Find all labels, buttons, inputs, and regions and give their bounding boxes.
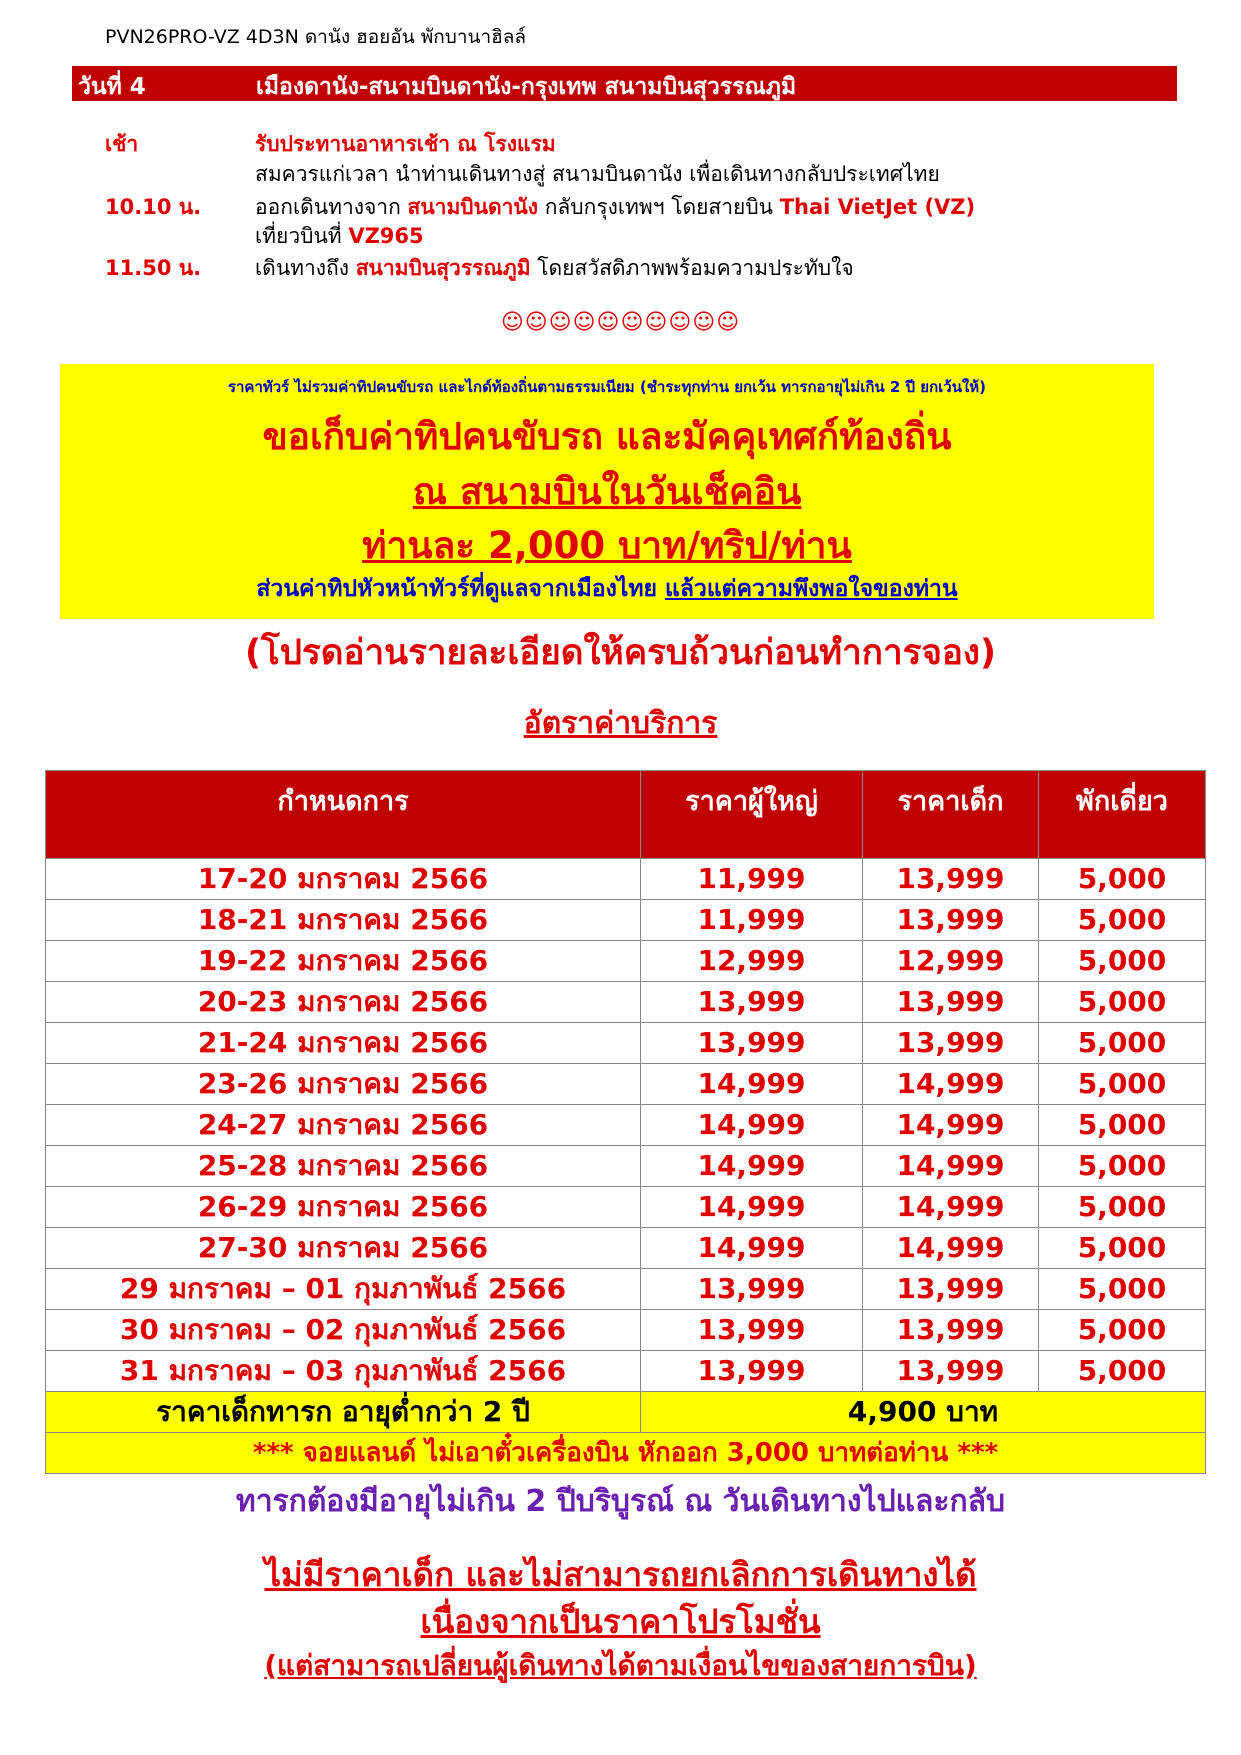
row-single-supplement: 5,000 <box>1039 1310 1206 1351</box>
row-schedule: 18-21 มกราคม 2566 <box>46 900 641 941</box>
rate-table-header <box>46 771 1206 859</box>
arrival-line <box>255 253 854 283</box>
header-adult-price: ราคาผู้ใหญ่ <box>641 771 863 859</box>
row-child-price: 13,999 <box>863 1310 1039 1351</box>
departure-text-2: กลับกรุงเทพฯ โดยสายบิน <box>538 195 780 219</box>
breakfast-detail: สมควรแก่เวลา นำท่านเดินทางสู่ สนามบินดานัง เพื่อเดินทางกลับประเทศไทย <box>255 162 940 186</box>
row-single-supplement: 5,000 <box>1039 1105 1206 1146</box>
row-schedule: 26-29 มกราคม 2566 <box>46 1187 641 1228</box>
flight-label: เที่ยวบินที่ <box>255 224 349 248</box>
row-schedule: 31 มกราคม – 03 กุมภาพันธ์ 2566 <box>46 1351 641 1392</box>
table-row <box>46 1351 1206 1392</box>
row-adult-price: 14,999 <box>641 1146 863 1187</box>
table-row <box>46 1023 1206 1064</box>
promo-note-2: เนื่องจากเป็นราคาโปรโมชั่น <box>420 1602 821 1641</box>
row-single-supplement: 5,000 <box>1039 1228 1206 1269</box>
row-child-price: 14,999 <box>863 1187 1039 1228</box>
row-single-supplement: 5,000 <box>1039 900 1206 941</box>
row-child-price: 14,999 <box>863 1064 1039 1105</box>
row-adult-price: 13,999 <box>641 1310 863 1351</box>
row-child-price: 14,999 <box>863 1146 1039 1187</box>
row-schedule: 27-30 มกราคม 2566 <box>46 1228 641 1269</box>
infant-price-row <box>46 1392 1206 1433</box>
arrival-text-2: โดยสวัสดิภาพพร้อมความประทับใจ <box>530 256 854 280</box>
row-schedule: 21-24 มกราคม 2566 <box>46 1023 641 1064</box>
infant-price-label: ราคาเด็กทารก อายุต่ำกว่า 2 ปี <box>46 1392 641 1433</box>
infant-age-note: ทารกต้องมีอายุไม่เกิน 2 ปีบริบูรณ์ ณ วันเดินทางไปและกลับ <box>235 1484 1006 1519</box>
table-row <box>46 1064 1206 1105</box>
table-row <box>46 1269 1206 1310</box>
row-adult-price: 14,999 <box>641 1187 863 1228</box>
table-row <box>46 982 1206 1023</box>
tip-notice-leader <box>60 571 1154 607</box>
breakfast-title: รับประทานอาหารเช้า ณ โรงแรม <box>255 132 556 156</box>
row-child-price: 14,999 <box>863 1105 1039 1146</box>
flight-line <box>255 221 424 251</box>
tip-notice-box <box>60 364 1154 619</box>
row-single-supplement: 5,000 <box>1039 1351 1206 1392</box>
row-schedule: 20-23 มกราคม 2566 <box>46 982 641 1023</box>
table-row <box>46 900 1206 941</box>
row-schedule: 29 มกราคม – 01 กุมภาพันธ์ 2566 <box>46 1269 641 1310</box>
row-schedule: 17-20 มกราคม 2566 <box>46 859 641 900</box>
promo-note-1: ไม่มีราคาเด็ก และไม่สามารถยกเลิกการเดินทางได้ <box>264 1555 977 1594</box>
table-row <box>46 941 1206 982</box>
row-adult-price: 13,999 <box>641 1351 863 1392</box>
row-schedule: 23-26 มกราคม 2566 <box>46 1064 641 1105</box>
departure-line <box>255 192 975 222</box>
rate-title: อัตราค่าบริการ <box>523 706 718 741</box>
table-row <box>46 1228 1206 1269</box>
row-adult-price: 14,999 <box>641 1228 863 1269</box>
row-adult-price: 13,999 <box>641 1023 863 1064</box>
row-child-price: 13,999 <box>863 1023 1039 1064</box>
row-single-supplement: 5,000 <box>1039 1146 1206 1187</box>
row-single-supplement: 5,000 <box>1039 1064 1206 1105</box>
tip-notice-location: ณ สนามบินในวันเช็คอิน <box>412 470 802 513</box>
row-single-supplement: 5,000 <box>1039 941 1206 982</box>
row-child-price: 13,999 <box>863 1269 1039 1310</box>
row-single-supplement: 5,000 <box>1039 1023 1206 1064</box>
rate-table <box>45 770 1206 1474</box>
row-single-supplement: 5,000 <box>1039 1187 1206 1228</box>
breakfast-time: เช้า <box>105 132 139 156</box>
row-single-supplement: 5,000 <box>1039 859 1206 900</box>
row-schedule: 30 มกราคม – 02 กุมภาพันธ์ 2566 <box>46 1310 641 1351</box>
departure-airport: สนามบินดานัง <box>407 195 539 219</box>
document-code: PVN26PRO-VZ 4D3N ดานัง ฮอยอัน พักบานาฮิลล์ <box>105 26 527 48</box>
promo-note-3: (แต่สามารถเปลี่ยนผู้เดินทางได้ตามเงื่อนไขของสายการบิน) <box>264 1649 977 1682</box>
row-child-price: 14,999 <box>863 1228 1039 1269</box>
tip-notice-amount: ท่านละ 2,000 บาท/ทริป/ท่าน <box>362 524 852 567</box>
row-schedule: 19-22 มกราคม 2566 <box>46 941 641 982</box>
row-child-price: 13,999 <box>863 982 1039 1023</box>
tip-notice-intro: ราคาทัวร์ ไม่รวมค่าทิปคนขับรถ และไกด์ท้องถิ่นตามธรรมเนียม (ชำระทุกท่าน ยกเว้น ทารกอายุไม่เกิน 2 ปี ยกเว้นให้) <box>227 378 987 396</box>
day-header-bar <box>72 66 1177 101</box>
header-schedule: กำหนดการ <box>46 771 641 859</box>
row-adult-price: 14,999 <box>641 1064 863 1105</box>
day-title: เมืองดานัง-สนามบินดานัง-กรุงเทพ สนามบินสุวรรณภูมิ <box>256 74 797 100</box>
departure-text: ออกเดินทางจาก <box>255 195 408 219</box>
table-row <box>46 859 1206 900</box>
row-adult-price: 12,999 <box>641 941 863 982</box>
row-adult-price: 13,999 <box>641 982 863 1023</box>
table-row <box>46 1187 1206 1228</box>
row-child-price: 13,999 <box>863 900 1039 941</box>
row-child-price: 12,999 <box>863 941 1039 982</box>
row-single-supplement: 5,000 <box>1039 982 1206 1023</box>
arrival-airport: สนามบินสุวรรณภูมิ <box>355 256 531 280</box>
read-details-note: (โปรดอ่านรายละเอียดให้ครบถ้วนก่อนทำการจอง) <box>244 633 997 673</box>
table-row <box>46 1310 1206 1351</box>
day-number: วันที่ 4 <box>78 74 146 100</box>
flight-number: VZ965 <box>348 224 424 248</box>
row-adult-price: 13,999 <box>641 1269 863 1310</box>
tip-notice-headline: ขอเก็บค่าทิปคนขับรถ และมัคคุเทศก์ท้องถิ่น <box>262 415 952 458</box>
header-single-supplement: พักเดี่ยว <box>1039 771 1206 859</box>
table-row <box>46 1105 1206 1146</box>
smiley-icons: ☺☺☺☺☺☺☺☺☺☺ <box>500 310 741 335</box>
row-schedule: 24-27 มกราคม 2566 <box>46 1105 641 1146</box>
airline-name: Thai VietJet (VZ) <box>779 195 976 219</box>
row-adult-price: 11,999 <box>641 859 863 900</box>
tip-notice-leader-underlined: แล้วแต่ความพึงพอใจของท่าน <box>665 576 958 602</box>
table-row <box>46 1146 1206 1187</box>
joinland-row <box>46 1433 1206 1474</box>
departure-time: 10.10 น. <box>105 195 202 219</box>
row-child-price: 13,999 <box>863 859 1039 900</box>
infant-price-value: 4,900 บาท <box>641 1392 1206 1433</box>
tip-notice-leader-text: ส่วนค่าทิปหัวหน้าทัวร์ที่ดูแลจากเมืองไทย <box>256 576 666 602</box>
joinland-note: *** จอยแลนด์ ไม่เอาตั๋วเครื่องบิน หักออก 3,000 บาทต่อท่าน *** <box>46 1433 1206 1474</box>
arrival-time: 11.50 น. <box>105 256 202 280</box>
row-single-supplement: 5,000 <box>1039 1269 1206 1310</box>
row-schedule: 25-28 มกราคม 2566 <box>46 1146 641 1187</box>
row-child-price: 13,999 <box>863 1351 1039 1392</box>
row-adult-price: 14,999 <box>641 1105 863 1146</box>
arrival-text: เดินทางถึง <box>255 256 356 280</box>
row-adult-price: 11,999 <box>641 900 863 941</box>
header-child-price: ราคาเด็ก <box>863 771 1039 859</box>
